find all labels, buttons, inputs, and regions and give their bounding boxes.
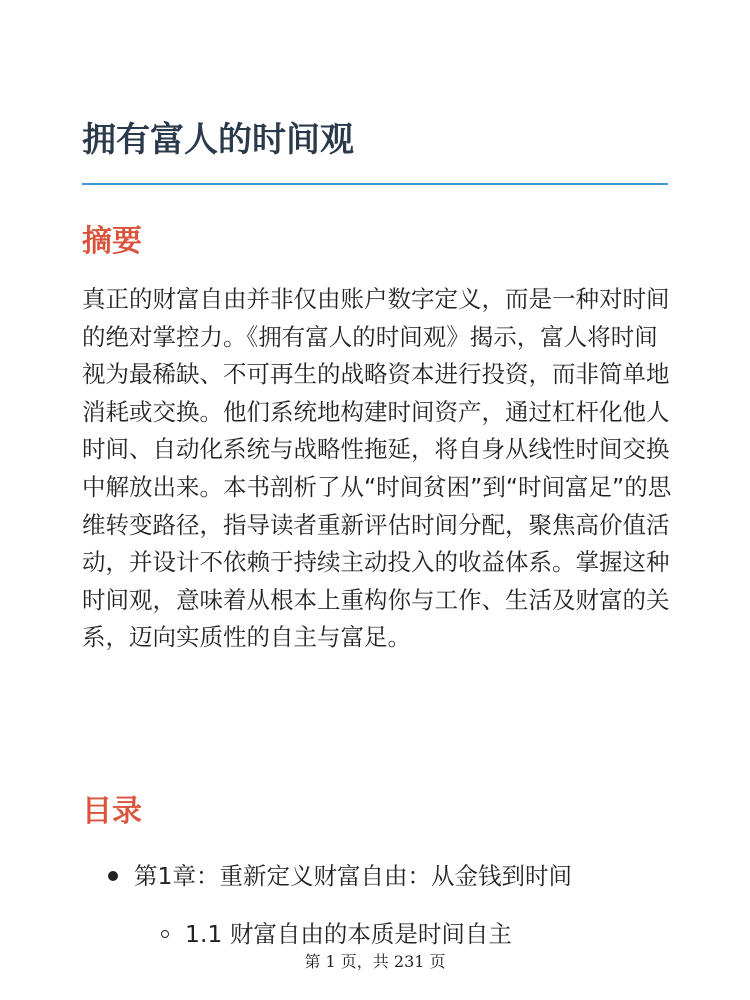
toc-section-label: 1.1 财富自由的本质是时间自主 bbox=[185, 920, 512, 948]
toc-chapter-label: 第1章：重新定义财富自由：从金钱到时间 bbox=[134, 862, 572, 890]
toc-heading: 目录 bbox=[82, 794, 142, 829]
abstract-heading: 摘要 bbox=[82, 224, 142, 259]
toc-chapter-item[interactable] bbox=[108, 856, 572, 896]
hollow-bullet-icon bbox=[161, 930, 169, 938]
filled-bullet-icon bbox=[108, 871, 118, 881]
title-divider bbox=[82, 183, 668, 185]
abstract-paragraph: 真正的财富自由并非仅由账户数字定义，而是一种对时间的绝对掌控力。《拥有富人的时间观》揭示，富人将时间视为最稀缺、不可再生的战略资本进行投资，而非简单地消耗或交换。他们系统地构建时间资产，通过杠杆化他人时间、自动化系统与战略性拖延，将自身从线性时间交换中解放出来。本书剖析了从“时间贫困”到“时间富足”的思维转变路径，指导读者重新评估时间分配，聚焦高价值活动，并设计不依赖于持续主动投入的收益体系。掌握这种时间观，意味着从根本上重构你与工作、生活及财富的关系，迈向实质性的自主与富足。 bbox=[82, 285, 672, 652]
document-title: 拥有富人的时间观 bbox=[82, 120, 354, 160]
page-number-footer: 第 1 页，共 231 页 bbox=[304, 952, 446, 971]
toc-section-item[interactable] bbox=[161, 914, 512, 954]
